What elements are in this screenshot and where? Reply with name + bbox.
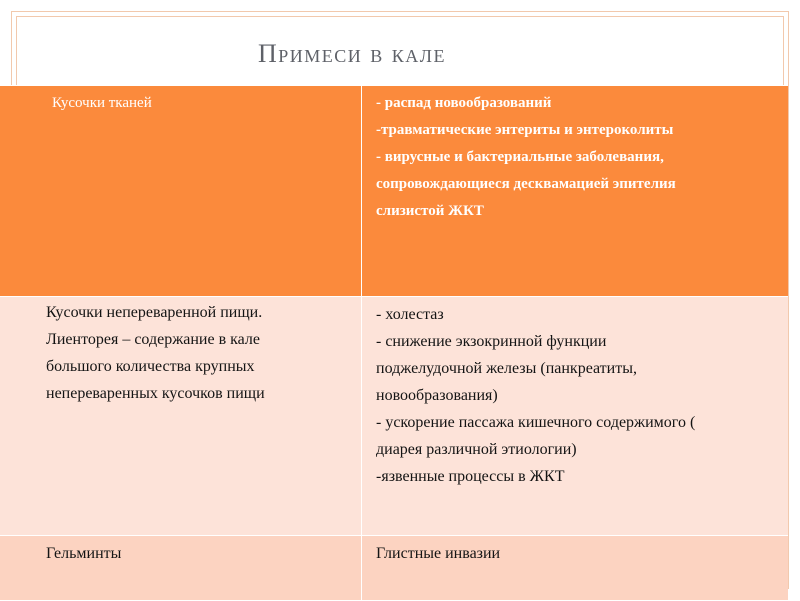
cause-text-line: новообразования) [376,387,498,404]
cause-text-line: -травматические энтериты и энтероколиты [376,122,674,138]
finding-text-line: Гельминты [46,545,122,562]
table-cell-finding [0,86,362,296]
table-cell-finding [0,297,362,535]
cause-text-line: - вирусные и бактериальные заболевания, [376,149,664,165]
table-cell-causes [362,297,788,535]
table-cell-causes [362,536,788,600]
finding-text-line: Кусочки непереваренной пищи. [46,304,263,321]
cause-text-line: диарея различной этиологии) [376,441,577,458]
slide-title: Примеси в кале [258,39,447,68]
content-table [0,85,788,601]
cause-text-line: Глистные инвазии [376,545,501,562]
table-cell-finding [0,536,362,600]
cause-text-line: слизистой ЖКТ [376,203,484,219]
cause-text-line: - снижение экзокринной функции [376,333,607,350]
finding-text-line: большого количества крупных [46,358,255,375]
table-row-helminths [0,536,788,601]
finding-text-line: Лиенторея – содержание в кале [46,331,260,348]
cause-text-line: -язвенные процессы в ЖКТ [376,468,565,485]
cause-text-line: сопровождающиеся десквамацией эпителия [376,176,676,192]
table-row-undigested-food [0,297,788,536]
finding-text-line: непереваренных кусочков пищи [46,385,265,402]
table-cell-causes [362,86,788,296]
cause-text-line: - распад новообразований [376,95,552,111]
finding-text-line: Кусочки тканей [52,95,152,111]
cause-text-line: поджелудочной железы (панкреатиты, [376,360,637,377]
cause-text-line: - ускорение пассажа кишечного содержимого ( [376,414,696,431]
table-row-tissue-fragments [0,86,788,297]
cause-text-line: - холестаз [376,306,444,323]
